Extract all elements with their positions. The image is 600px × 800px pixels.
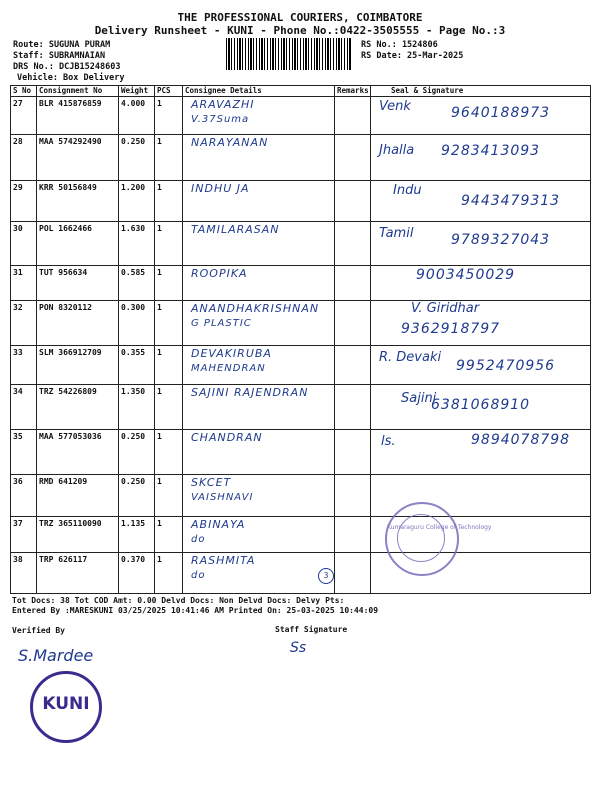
serial-number: 31 [11, 266, 37, 301]
document-subtitle: Delivery Runsheet - KUNI - Phone No.:0422-3505555 - Page No.:3 [94, 24, 506, 37]
consignee-details [183, 222, 335, 266]
consignee-name-line2: G PLASTIC [191, 318, 252, 329]
seal-signature-cell [371, 222, 591, 266]
seal-signature-cell [371, 385, 591, 430]
seal-signature-cell [371, 97, 591, 135]
consignment-number: BLR 415876859 [37, 97, 119, 135]
consignment-number: SLM 366912709 [37, 346, 119, 385]
consignee-name: CHANDRAN [191, 431, 263, 444]
recipient-phone: 6381068910 [431, 397, 531, 413]
consignee-details [183, 135, 335, 181]
remarks-cell [335, 97, 371, 135]
bracket-mark: 3 [318, 568, 334, 584]
weight-value: 0.585 [119, 266, 155, 301]
serial-number: 36 [11, 475, 37, 517]
column-header-sno: S No [11, 86, 37, 97]
pieces-value: 1 [155, 346, 183, 385]
consignee-name: SKCET [191, 476, 232, 489]
consignment-number: TUT 956634 [37, 266, 119, 301]
column-header-pcs: PCS [155, 86, 183, 97]
consignee-name: RASHMITA [191, 554, 256, 567]
weight-value: 0.250 [119, 475, 155, 517]
pieces-value: 1 [155, 266, 183, 301]
recipient-signature: R. Devaki [379, 350, 442, 365]
table-row [11, 97, 591, 135]
verifier-signature: S.Mardee [18, 646, 94, 665]
vehicle-label: Vehicle: Box Delivery [17, 73, 125, 83]
consignee-details [183, 97, 335, 135]
consignee-name: SAJINI RAJENDRAN [191, 386, 309, 399]
weight-value: 0.355 [119, 346, 155, 385]
pieces-value: 1 [155, 301, 183, 346]
runsheet-table [10, 85, 591, 594]
recipient-signature: Jhalla [379, 143, 415, 158]
recipient-phone: 9362918797 [401, 321, 501, 337]
consignee-details [183, 430, 335, 475]
consignee-name: ARAVAZHI [191, 98, 255, 111]
rs-number: RS No.: 1524806 [361, 40, 438, 50]
consignee-name-line2: MAHENDRAN [191, 363, 266, 374]
remarks-cell [335, 553, 371, 594]
seal-signature-cell [371, 301, 591, 346]
pieces-value: 1 [155, 385, 183, 430]
remarks-cell [335, 517, 371, 553]
pieces-value: 1 [155, 517, 183, 553]
consignee-name: NARAYANAN [191, 136, 269, 149]
document-title: THE PROFESSIONAL COURIERS, COIMBATORE [177, 11, 423, 24]
serial-number: 27 [11, 97, 37, 135]
staff-signature-label: Staff Signature [275, 625, 348, 634]
consignee-name: INDHU JA [191, 182, 250, 195]
table-row [11, 222, 591, 266]
consignment-number: TRP 626117 [37, 553, 119, 594]
consignment-number: TRZ 54226809 [37, 385, 119, 430]
pieces-value: 1 [155, 430, 183, 475]
weight-value: 0.250 [119, 430, 155, 475]
remarks-cell [335, 430, 371, 475]
recipient-signature: Venk [379, 99, 411, 114]
footer-totals: Tot Docs: 38 Tot COD Amt: 0.00 Delvd Docs: Non Delvd Docs: Delvy Pts: [12, 596, 345, 605]
consignee-details [183, 553, 335, 594]
seal-signature-cell [371, 346, 591, 385]
pieces-value: 1 [155, 475, 183, 517]
remarks-cell [335, 181, 371, 222]
consignee-name: ABINAYA [191, 518, 246, 531]
column-header-weight: Weight [119, 86, 155, 97]
table-row [11, 346, 591, 385]
consignee-details [183, 301, 335, 346]
remarks-cell [335, 301, 371, 346]
barcode-icon [226, 38, 352, 70]
recipient-phone: 9283413093 [441, 143, 541, 159]
weight-value: 1.135 [119, 517, 155, 553]
route-label: Route: SUGUNA PURAM [13, 40, 111, 50]
column-header-consignee: Consignee Details [183, 86, 335, 97]
consignee-name-line2: V.37Suma [191, 114, 250, 125]
consignee-details [183, 181, 335, 222]
consignee-name-line2: VAISHNAVI [191, 492, 254, 503]
consignment-number: TRZ 365110090 [37, 517, 119, 553]
serial-number: 28 [11, 135, 37, 181]
recipient-signature: Sajini [401, 391, 437, 406]
pieces-value: 1 [155, 97, 183, 135]
consignee-details [183, 346, 335, 385]
drs-number: DRS No.: DCJB15248603 [13, 62, 121, 72]
recipient-phone: 9443479313 [461, 193, 561, 209]
weight-value: 1.350 [119, 385, 155, 430]
recipient-phone: 9003450029 [416, 267, 516, 283]
pieces-value: 1 [155, 181, 183, 222]
consignee-details [183, 385, 335, 430]
consignment-number: KRR 50156849 [37, 181, 119, 222]
table-row [11, 430, 591, 475]
remarks-cell [335, 475, 371, 517]
kuni-stamp-text: KUNI [42, 694, 90, 714]
table-row [11, 385, 591, 430]
table-row [11, 553, 591, 594]
seal-signature-cell [371, 430, 591, 475]
serial-number: 30 [11, 222, 37, 266]
seal-signature-cell [371, 135, 591, 181]
weight-value: 0.250 [119, 135, 155, 181]
recipient-phone: 9894078798 [471, 432, 571, 448]
pieces-value: 1 [155, 222, 183, 266]
consignment-number: RMD 641209 [37, 475, 119, 517]
table-row [11, 266, 591, 301]
table-row [11, 181, 591, 222]
weight-value: 1.200 [119, 181, 155, 222]
staff-label: Staff: SUBRAMNAIAN [13, 51, 106, 61]
serial-number: 35 [11, 430, 37, 475]
rs-date: RS Date: 25-Mar-2025 [361, 51, 464, 61]
consignee-name: ANANDHAKRISHNAN [191, 302, 320, 315]
weight-value: 1.630 [119, 222, 155, 266]
remarks-cell [335, 385, 371, 430]
remarks-cell [335, 222, 371, 266]
remarks-cell [335, 135, 371, 181]
consignment-number: PON 8320112 [37, 301, 119, 346]
serial-number: 33 [11, 346, 37, 385]
pieces-value: 1 [155, 553, 183, 594]
weight-value: 0.300 [119, 301, 155, 346]
table-row [11, 517, 591, 553]
remarks-cell [335, 346, 371, 385]
verified-by-label: Verified By [12, 626, 65, 635]
recipient-phone: 9952470956 [456, 358, 556, 374]
weight-value: 4.000 [119, 97, 155, 135]
column-header-remarks: Remarks [335, 86, 371, 97]
serial-number: 38 [11, 553, 37, 594]
table-row [11, 301, 591, 346]
table-row [11, 135, 591, 181]
column-header-consignment: Consignment No [37, 86, 119, 97]
seal-signature-cell [371, 266, 591, 301]
consignee-details [183, 266, 335, 301]
recipient-signature: ls. [381, 434, 396, 449]
staff-signature-mark: Ss [290, 640, 307, 656]
weight-value: 0.370 [119, 553, 155, 594]
office-seal-text: Kumaraguru College of Technology [387, 524, 492, 531]
office-seal-stamp [385, 502, 492, 576]
kuni-stamp [30, 671, 102, 743]
consignee-name: ROOPIKA [191, 267, 248, 280]
column-header-seal: Seal & Signature [371, 86, 591, 97]
consignee-details [183, 475, 335, 517]
table-header-row [11, 86, 591, 97]
consignee-details [183, 517, 335, 553]
footer-entered-by: Entered By :MARESKUNI 03/25/2025 10:41:46 AM Printed On: 25-03-2025 10:44:09 [12, 606, 379, 615]
consignee-name-line2: do [191, 570, 206, 581]
remarks-cell [335, 266, 371, 301]
recipient-signature: Indu [393, 183, 422, 198]
serial-number: 37 [11, 517, 37, 553]
table-row [11, 475, 591, 517]
recipient-phone: 9789327043 [451, 232, 551, 248]
serial-number: 34 [11, 385, 37, 430]
consignment-number: MAA 574292490 [37, 135, 119, 181]
consignment-number: POL 1662466 [37, 222, 119, 266]
recipient-signature: V. Giridhar [411, 301, 480, 316]
consignee-name-line2: do [191, 534, 206, 545]
pieces-value: 1 [155, 135, 183, 181]
seal-signature-cell [371, 181, 591, 222]
serial-number: 32 [11, 301, 37, 346]
serial-number: 29 [11, 181, 37, 222]
recipient-phone: 9640188973 [451, 105, 551, 121]
consignee-name: DEVAKIRUBA [191, 347, 272, 360]
recipient-signature: Tamil [379, 226, 414, 241]
consignment-number: MAA 577053036 [37, 430, 119, 475]
consignee-name: TAMILARASAN [191, 223, 280, 236]
